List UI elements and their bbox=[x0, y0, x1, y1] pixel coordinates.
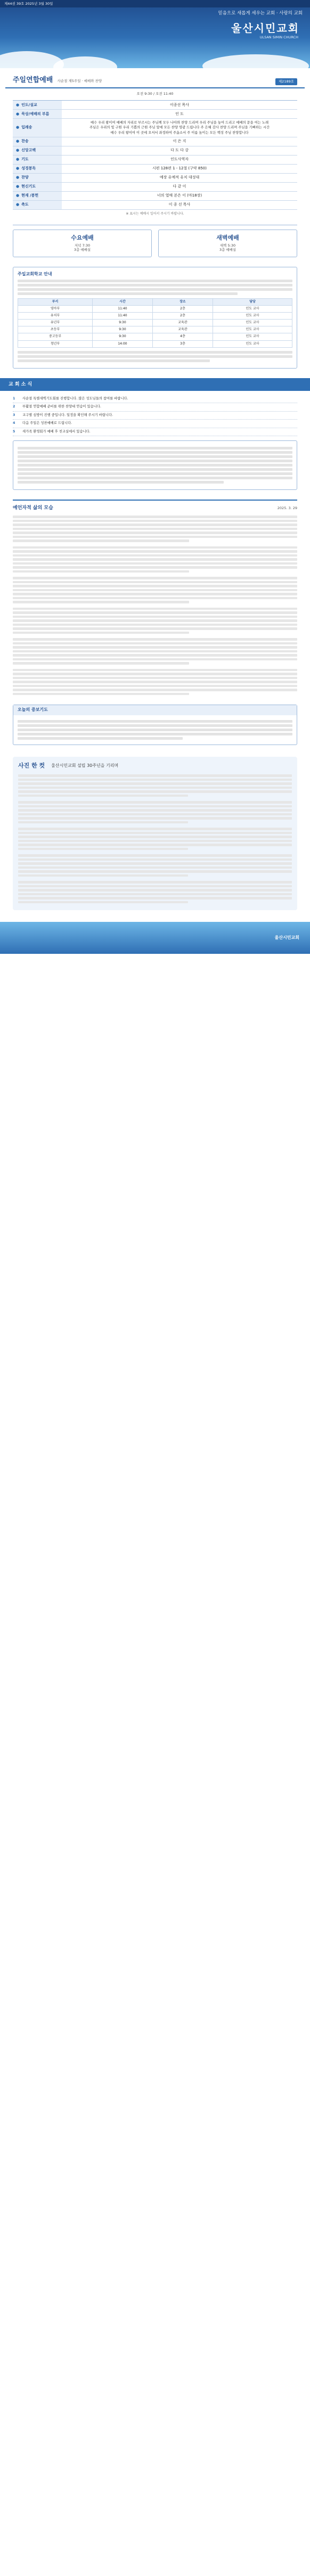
dawn-service-box: 새벽예배 새벽 5:30 3층 예배실 bbox=[158, 230, 297, 257]
order-row: ● 현신기도 다 같 이 bbox=[13, 183, 297, 192]
prayer-body bbox=[13, 715, 297, 745]
wednesday-service-box: 수요예배 저녁 7:30 3층 예배실 bbox=[13, 230, 152, 257]
worship-title: 주일연합예배 bbox=[13, 76, 53, 84]
list-item: 4 다음 주일은 성찬예배로 드립니다. bbox=[13, 420, 297, 428]
list-item: 5 새가족 환영회가 예배 후 친교실에서 있습니다. bbox=[13, 428, 297, 437]
paragraph bbox=[18, 854, 292, 877]
list-item: 3 교구별 심방이 진행 중입니다. 일정을 확인해 주시기 바랍니다. bbox=[13, 412, 297, 420]
school-table: 부서 시간 장소 담당 영아부 11:40 2층 인도 교사 유치부 11:40 2층 인도 교사 유년부 9:30 교육관 인도 교사 초등부 9:30 교육관 인도 교사 중고등부 9:30 4층 인도 교사 청년부 14:00 3층 인도 교사 bbox=[18, 298, 292, 348]
history-tag: 사진 한 컷 bbox=[18, 762, 45, 770]
table-row: 유년부 9:30 교육관 인도 교사 bbox=[18, 320, 292, 326]
order-row: ● 묵상/예배의 부름 인 도 bbox=[13, 110, 297, 119]
paragraph bbox=[18, 881, 292, 903]
sermon-date: 2025. 3. 29 bbox=[277, 506, 297, 511]
order-row: ● 축도 이 종 선 목사 bbox=[13, 201, 297, 210]
cloud-decoration bbox=[202, 54, 309, 68]
paragraph bbox=[13, 669, 297, 696]
prayer-title: 오늘의 중보기도 bbox=[13, 705, 297, 715]
news-detail-section bbox=[13, 440, 297, 490]
issue-badge: 제2189호 bbox=[275, 78, 297, 85]
bullet-icon: ● bbox=[16, 138, 20, 143]
footer-banner bbox=[0, 922, 310, 954]
worship-time: 오전 9:30 / 오전 11:40 bbox=[136, 91, 174, 96]
worship-title-row bbox=[5, 68, 305, 88]
order-row: ● 인도/설교 이종선 목사 bbox=[13, 101, 297, 110]
sermon-section bbox=[13, 500, 297, 695]
worship-subtitle: 사순절 제5주일 · 예배와 찬양 bbox=[57, 79, 102, 83]
bullet-icon: ● bbox=[16, 202, 20, 207]
church-name: 울산시민교회 bbox=[231, 22, 299, 35]
sermon-body bbox=[13, 516, 297, 695]
paragraph bbox=[13, 577, 297, 603]
header-banner bbox=[0, 0, 310, 68]
history-section bbox=[13, 757, 297, 910]
bullet-icon: ● bbox=[16, 102, 20, 107]
footer-text: 울산시민교회 bbox=[274, 935, 299, 940]
bullet-icon: ● bbox=[16, 157, 20, 161]
order-row: ● 입례송 예수 우리 왕이여 예배의 자리로 부르시는 주님께 모두 나아와 찬양 드리며 우리 주님을 높여 드리고 예배의 문을 여는 노래 주님은 우리의 빛 구원 우리 기쁨의 근원 주님 앞에 모든 찬양 영광 드립니다 주 은혜 감사 찬양 드리며 주님을 기뻐하는 시간 예수 우리 왕이여 이 곳에 오셔서 좌정하여 주옵소서 주 이름 높이는 모든 백성 주님 찬양합니다 bbox=[13, 119, 297, 137]
church-english-name: ULSAN SIMIN CHURCH bbox=[259, 35, 298, 39]
order-row: ● 신앙고백 다 도 다 강 bbox=[13, 146, 297, 156]
standing-note: ※ 표시는 예배시 일어서 주시기 바랍니다. bbox=[126, 211, 184, 216]
sermon-title: 예언자적 삶의 모습 bbox=[13, 505, 53, 511]
worship-order-table bbox=[13, 100, 297, 209]
list-item: 2 부활절 연합예배 준비를 위한 찬양대 연습이 있습니다. bbox=[13, 403, 297, 412]
issue-info: 제44권 39호 2025년 3월 30일 bbox=[4, 1, 53, 6]
paragraph bbox=[13, 546, 297, 573]
slogan: 믿음으로 새롭게 세우는 교회 · 사랑의 교회 bbox=[218, 11, 303, 16]
table-row: 초등부 9:30 교육관 인도 교사 bbox=[18, 326, 292, 333]
order-row: ● 기도 인도사역자 bbox=[13, 156, 297, 165]
order-row: ● 찬양 예장 유예적 유치 대성대 bbox=[13, 174, 297, 183]
order-row: ● 성경봉독 시편 128편 1 - 12절 (구약 850) bbox=[13, 165, 297, 174]
prayer-section bbox=[13, 705, 297, 745]
paragraph bbox=[18, 801, 292, 823]
paragraph bbox=[18, 774, 292, 797]
table-row: 청년부 14:00 3층 인도 교사 bbox=[18, 340, 292, 347]
bullet-icon: ● bbox=[16, 175, 20, 179]
church-news-list bbox=[13, 395, 297, 437]
table-row: 유치부 11:40 2층 인도 교사 bbox=[18, 313, 292, 320]
paragraph bbox=[18, 828, 292, 850]
bullet-icon: ● bbox=[16, 166, 20, 170]
church-news-band: 교 회 소 식 bbox=[0, 378, 310, 391]
section-text bbox=[18, 351, 292, 362]
church-school-section bbox=[13, 267, 297, 368]
paragraph bbox=[13, 638, 297, 665]
order-row: ● 현재 /봉헌 너의 열매 본은 이 (마18장) bbox=[13, 192, 297, 201]
bullet-icon: ● bbox=[16, 111, 20, 116]
weekday-services bbox=[13, 225, 297, 257]
paragraph bbox=[13, 608, 297, 634]
table-row: 영아부 11:40 2층 인도 교사 bbox=[18, 306, 292, 313]
bullet-icon: ● bbox=[16, 184, 20, 189]
bullet-icon: ● bbox=[16, 148, 20, 152]
list-item: 1 사순절 특별새벽기도회를 진행합니다. 많은 성도님들의 참여를 바랍니다. bbox=[13, 395, 297, 404]
table-row: 중고등부 9:30 4층 인도 교사 bbox=[18, 333, 292, 340]
section-text bbox=[18, 280, 292, 295]
cloud-decoration bbox=[53, 56, 117, 68]
paragraph bbox=[13, 516, 297, 542]
bulletin-page bbox=[0, 0, 310, 954]
bullet-icon: ● bbox=[16, 125, 20, 130]
section-title: 주일교회학교 안내 bbox=[18, 272, 52, 277]
bullet-icon: ● bbox=[16, 193, 20, 198]
top-strip bbox=[0, 0, 310, 7]
order-row: ● 찬송 이 은 지 bbox=[13, 137, 297, 146]
history-title: 울산시민교회 설립 30주년을 기리며 bbox=[51, 763, 119, 768]
section-text bbox=[18, 447, 292, 484]
history-body bbox=[18, 774, 292, 903]
